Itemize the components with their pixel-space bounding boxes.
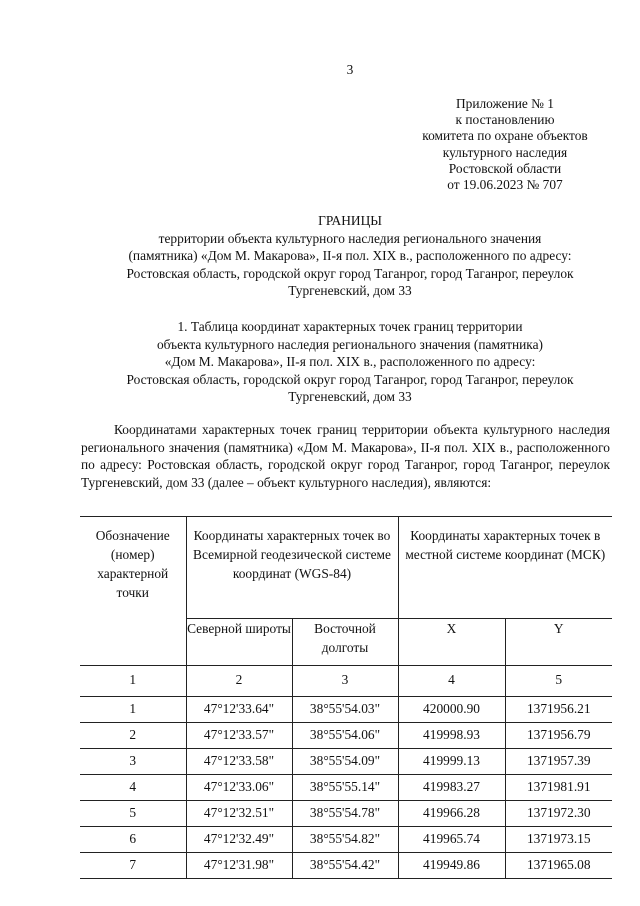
column-number-row bbox=[80, 666, 612, 697]
coordinates-table bbox=[80, 516, 612, 879]
table-row bbox=[80, 749, 612, 775]
intro-paragraph: Координатами характерных точек границ территории объекта культурного наследия регионального значения (памятника) «Дом М. Макарова», II-я пол. XIX в., расположенного по адресу: Ростовская область, городской округ город Таганрог, город Таганрог, переулок Тургеневский, дом 33 (далее – объект культурного наследия), являются: bbox=[81, 422, 610, 490]
title-line: Ростовская область, городской округ город Таганрог, город Таганрог, переулок bbox=[126, 265, 574, 281]
section-line: объекта культурного наследия регионального значения (памятника) bbox=[156, 336, 544, 352]
cell-y: 1371956.79 bbox=[505, 723, 612, 749]
table-row bbox=[80, 827, 612, 853]
cell-longitude: 38°55'54.06" bbox=[292, 723, 398, 749]
title-line: Тургеневский, дом 33 bbox=[288, 283, 412, 299]
column-number: 3 bbox=[292, 666, 398, 697]
cell-point: 6 bbox=[80, 827, 186, 853]
title-line: (памятника) «Дом М. Макарова», II-я пол. XIX в., расположенного по адресу: bbox=[128, 248, 572, 264]
table-row bbox=[80, 697, 612, 723]
header-msk: Координаты характерных точек в местной системе координат (МСК) bbox=[398, 517, 612, 619]
cell-latitude: 47°12'33.57" bbox=[186, 723, 292, 749]
column-number: 4 bbox=[398, 666, 505, 697]
cell-y: 1371973.15 bbox=[505, 827, 612, 853]
appendix-line: культурного наследия bbox=[442, 144, 568, 160]
section-heading bbox=[80, 318, 620, 406]
cell-point: 5 bbox=[80, 801, 186, 827]
cell-latitude: 47°12'32.51" bbox=[186, 801, 292, 827]
cell-latitude: 47°12'31.98" bbox=[186, 853, 292, 879]
cell-point: 4 bbox=[80, 775, 186, 801]
header-longitude: Восточной долготы bbox=[292, 619, 398, 666]
section-line: Тургеневский, дом 33 bbox=[288, 389, 412, 405]
cell-latitude: 47°12'33.58" bbox=[186, 749, 292, 775]
cell-y: 1371957.39 bbox=[505, 749, 612, 775]
cell-y: 1371956.21 bbox=[505, 697, 612, 723]
header-y: Y bbox=[505, 619, 612, 666]
cell-latitude: 47°12'33.64" bbox=[186, 697, 292, 723]
header-wgs: Координаты характерных точек во Всемирной геодезической системе координат (WGS-84) bbox=[186, 517, 398, 619]
cell-latitude: 47°12'33.06" bbox=[186, 775, 292, 801]
cell-x: 419966.28 bbox=[398, 801, 505, 827]
column-number: 1 bbox=[80, 666, 186, 697]
page-number: 3 bbox=[346, 62, 354, 77]
cell-longitude: 38°55'54.09" bbox=[292, 749, 398, 775]
cell-longitude: 38°55'54.78" bbox=[292, 801, 398, 827]
cell-y: 1371981.91 bbox=[505, 775, 612, 801]
cell-x: 419998.93 bbox=[398, 723, 505, 749]
table-row bbox=[80, 723, 612, 749]
appendix-block bbox=[400, 96, 610, 193]
title-line: территории объекта культурного наследия регионального значения bbox=[158, 230, 542, 246]
cell-latitude: 47°12'32.49" bbox=[186, 827, 292, 853]
cell-longitude: 38°55'54.42" bbox=[292, 853, 398, 879]
cell-point: 2 bbox=[80, 723, 186, 749]
section-line: «Дом М. Макарова», II-я пол. XIX в., расположенного по адресу: bbox=[164, 354, 536, 370]
table-row bbox=[80, 801, 612, 827]
appendix-line: Ростовской области bbox=[448, 160, 562, 176]
cell-point: 1 bbox=[80, 697, 186, 723]
title-heading: ГРАНИЦЫ bbox=[318, 213, 382, 228]
section-line: Ростовская область, городской округ город Таганрог, город Таганрог, переулок bbox=[126, 371, 574, 387]
header-x: X bbox=[398, 619, 505, 666]
cell-longitude: 38°55'54.82" bbox=[292, 827, 398, 853]
header-latitude: Северной широты bbox=[186, 619, 292, 666]
cell-x: 419999.13 bbox=[398, 749, 505, 775]
appendix-line: к постановлению bbox=[455, 112, 555, 128]
document-title bbox=[80, 212, 620, 300]
cell-x: 419949.86 bbox=[398, 853, 505, 879]
cell-x: 420000.90 bbox=[398, 697, 505, 723]
cell-point: 7 bbox=[80, 853, 186, 879]
cell-y: 1371965.08 bbox=[505, 853, 612, 879]
cell-y: 1371972.30 bbox=[505, 801, 612, 827]
cell-longitude: 38°55'55.14" bbox=[292, 775, 398, 801]
appendix-line: от 19.06.2023 № 707 bbox=[447, 177, 563, 193]
cell-point: 3 bbox=[80, 749, 186, 775]
header-point: Обозначение (номер) характерной точки bbox=[80, 517, 186, 666]
section-line: 1. Таблица координат характерных точек границ территории bbox=[177, 319, 523, 334]
cell-x: 419965.74 bbox=[398, 827, 505, 853]
column-number: 5 bbox=[505, 666, 612, 697]
appendix-line: Приложение № 1 bbox=[455, 96, 555, 111]
appendix-line: комитета по охране объектов bbox=[422, 128, 588, 144]
column-number: 2 bbox=[186, 666, 292, 697]
cell-x: 419983.27 bbox=[398, 775, 505, 801]
cell-longitude: 38°55'54.03" bbox=[292, 697, 398, 723]
table-row bbox=[80, 853, 612, 879]
table-row bbox=[80, 775, 612, 801]
